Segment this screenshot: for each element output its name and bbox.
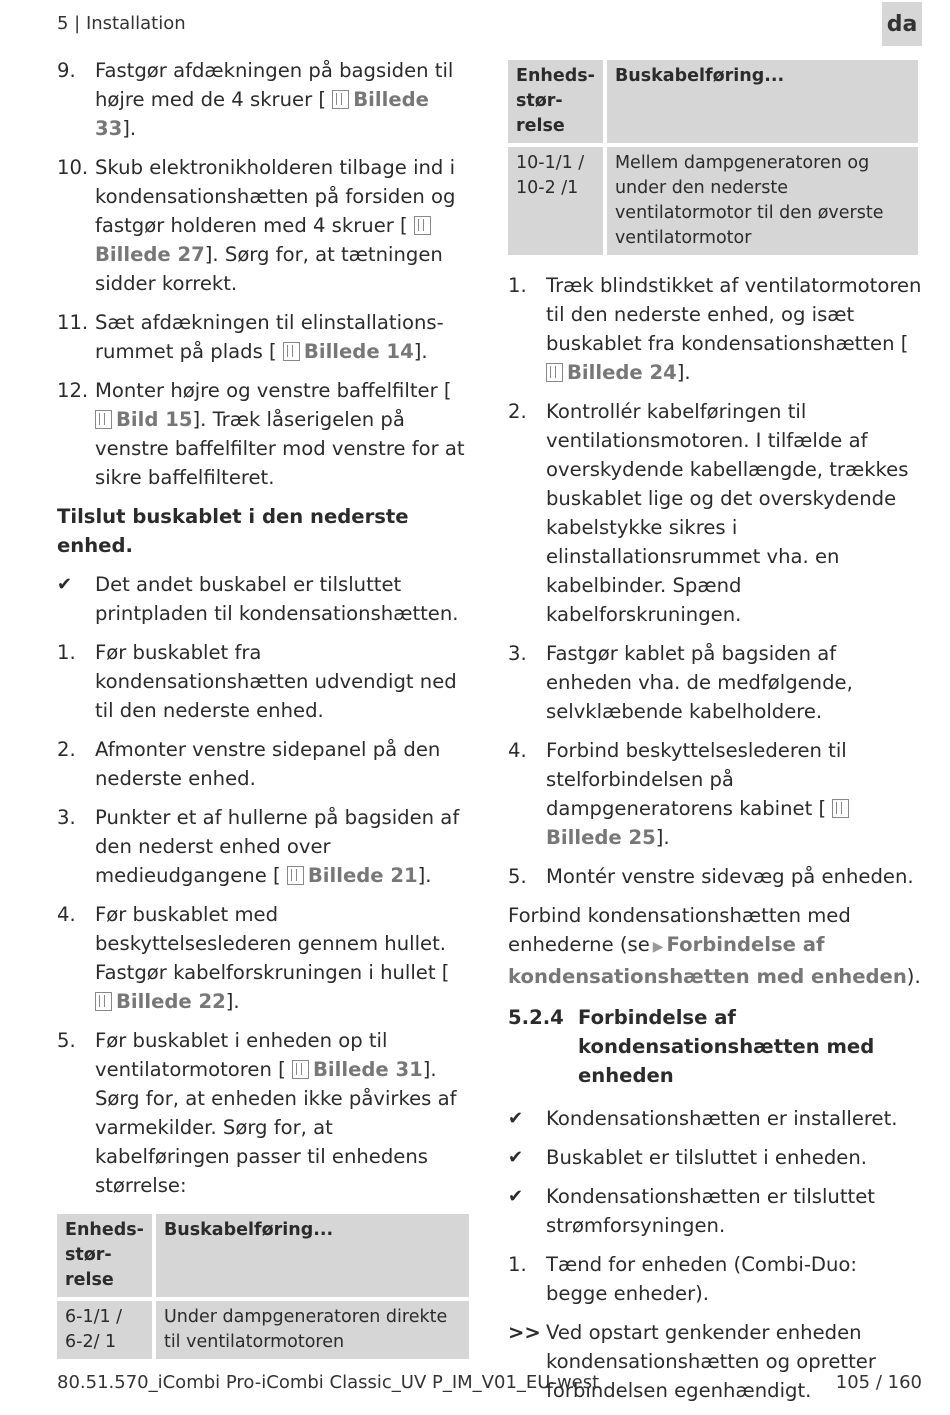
table-row: [57, 1301, 469, 1359]
checkmark-icon: ✔: [508, 1108, 524, 1129]
step-number: 1.: [508, 1253, 527, 1276]
prerequisite-text: Kondensationshætten er installeret.: [546, 1107, 898, 1130]
figure-icon: [283, 342, 300, 361]
step-text-part: Afmonter venstre sidepanel på den nederste enhed.: [95, 738, 441, 790]
step-text: [546, 862, 922, 891]
step-text-part: ].: [225, 990, 240, 1013]
step-text: [546, 397, 922, 629]
prerequisite-item: [508, 1182, 922, 1240]
step-text: [95, 900, 473, 1016]
step-item: [508, 736, 922, 852]
step-item: [57, 376, 473, 492]
step-text-part: ].: [676, 361, 691, 384]
result-marker: >>: [508, 1321, 541, 1344]
step-item: [508, 862, 922, 891]
step-number: 3.: [508, 642, 527, 665]
figure-reference[interactable]: Billede 33: [95, 88, 429, 140]
prerequisite-text: Buskablet er tilsluttet i enheden.: [546, 1146, 867, 1169]
figure-icon: [292, 1060, 309, 1079]
section-header: 5 | Installation: [57, 13, 186, 34]
checkmark-icon: ✔: [57, 574, 73, 595]
step-text: [95, 638, 473, 725]
step-text-part: Før buskablet fra kondensationshætten udvendigt ned til den nederste enhed.: [95, 641, 457, 722]
table-header-row: [57, 1214, 469, 1297]
checkmark-icon: ✔: [508, 1147, 524, 1168]
subsection-number: 5.2.4: [508, 1006, 564, 1029]
figure-icon: [832, 799, 849, 818]
step-text: [95, 56, 473, 143]
step-text-part: Fastgør afdækningen på bagsiden til højre med de 4 skruer [: [95, 59, 454, 111]
table-header-size: Enheds-stør-relse: [508, 60, 603, 143]
step-text-part: Træk blindstikket af ventilatormotoren til den nederste enhed, og isæt buskablet fra kondensationshætten [: [546, 274, 922, 355]
step-text-part: Punkter et af hullerne på bagsiden af den nederst enhed over medieudgangene [: [95, 806, 460, 887]
step-item: [57, 153, 473, 298]
step-text-part: Montér venstre sidevæg på enheden.: [546, 865, 914, 888]
step-list: [57, 56, 473, 492]
figure-reference[interactable]: Bild 15: [116, 408, 193, 431]
figure-reference[interactable]: Billede 14: [303, 340, 414, 363]
table-cell-size: 10-1/1 / 10-2 /1: [508, 147, 603, 255]
step-item: [57, 900, 473, 1016]
step-text-part: Før buskablet med beskyttelseslederen gennem hullet. Fastgør kabelforskruningen i hullet [: [95, 903, 450, 984]
figure-icon: [287, 866, 304, 885]
step-text: [95, 1026, 473, 1200]
step-number: 2.: [508, 400, 527, 423]
figure-reference[interactable]: Billede 24: [567, 361, 677, 384]
step-text-part: ].: [413, 340, 428, 363]
step-number: 4.: [57, 903, 76, 926]
step-item: [508, 639, 922, 726]
step-number: 1.: [508, 274, 527, 297]
step-list: [57, 638, 473, 1200]
step-number: 5.: [57, 1029, 76, 1052]
figure-icon: [414, 216, 431, 235]
step-text: [546, 271, 922, 387]
step-item: [57, 1026, 473, 1200]
table-cell-routing: Under dampgeneratoren direkte til ventilatormotoren: [156, 1301, 469, 1359]
figure-reference[interactable]: Billede 21: [307, 864, 418, 887]
subsection-title: Forbindelse af kondensationshætten med enheden: [578, 1006, 875, 1087]
link-arrow-icon: ▶: [652, 939, 664, 955]
step-item: [508, 397, 922, 629]
prerequisite-item: [508, 1143, 922, 1172]
prerequisite-list: [508, 1104, 922, 1240]
step-text-part: ]. Sørg for, at tætningen sidder korrekt.: [95, 243, 443, 295]
subsection-heading: [508, 1003, 922, 1090]
step-text-part: ]. Sørg for, at enheden ikke påvirkes af varmekilder. Sørg for, at kabelføringen passer til enhedens størrelse:: [95, 1058, 457, 1197]
checkmark-icon: ✔: [508, 1186, 524, 1207]
figure-icon: [95, 410, 112, 429]
step-number: 2.: [57, 738, 76, 761]
step-text: [95, 735, 473, 793]
figure-icon: [95, 992, 112, 1011]
left-column: [57, 56, 473, 1375]
figure-icon: [332, 90, 349, 109]
step-text: [95, 308, 473, 366]
step-text-part: Skub elektronikholderen tilbage ind i kondensationshætten på forsiden og fastgør holderen med 4 skruer [: [95, 156, 456, 237]
step-number: 9.: [57, 59, 76, 82]
step-number: 10.: [57, 156, 89, 179]
cross-reference-paragraph: [508, 901, 922, 991]
table-cell-size: 6-1/1 / 6-2/ 1: [57, 1301, 152, 1359]
table-cell-routing: Mellem dampgeneratoren og under den nederste ventilatormotor til den øverste ventilatormotor: [607, 147, 918, 255]
step-text-part: Sæt afdækningen til elinstallations-rummet på plads [: [95, 311, 444, 363]
table-header-size: Enheds-stør-relse: [57, 1214, 152, 1297]
prerequisite-item: [508, 1104, 922, 1133]
step-number: 5.: [508, 865, 527, 888]
table-header-routing: Buskabelføring...: [607, 60, 918, 143]
prerequisite-item: [57, 570, 473, 628]
step-number: 12.: [57, 379, 89, 402]
figure-reference[interactable]: Billede 25: [546, 826, 656, 849]
size-table: [53, 1210, 473, 1363]
step-number: 4.: [508, 739, 527, 762]
prerequisite-text: Kondensationshætten er tilsluttet strømforsyningen.: [546, 1185, 875, 1237]
language-badge: da: [882, 2, 922, 46]
figure-icon: [546, 363, 563, 382]
step-text-part: ].: [655, 826, 670, 849]
page-number: 105 / 160: [835, 1372, 922, 1393]
step-text: [95, 803, 473, 890]
step-text-part: ]. Træk låserigelen på venstre baffelfilter mod venstre for at sikre baffelfilteret.: [95, 408, 465, 489]
step-text: Tænd for enheden (Combi-Duo: begge enheder).: [546, 1253, 857, 1305]
step-item: [57, 803, 473, 890]
step-text-part: Før buskablet i enheden op til ventilatormotoren [: [95, 1029, 388, 1081]
table-header-row: [508, 60, 918, 143]
step-item: [57, 735, 473, 793]
step-text-part: Fastgør kablet på bagsiden af enheden vha. de medfølgende, selvklæbende kabelholdere.: [546, 642, 853, 723]
section-heading: Tilslut buskablet i den nederste enhed.: [57, 505, 409, 557]
document-id: 80.51.570_iCombi Pro-iCombi Classic_UV P_IM_V01_EU-west: [57, 1372, 600, 1393]
figure-reference[interactable]: Billede 31: [312, 1058, 423, 1081]
step-text-part: Forbind beskyttelseslederen til stelforbindelsen på dampgeneratorens kabinet [: [546, 739, 847, 820]
step-text-part: ].: [417, 864, 432, 887]
result-text: Ved opstart genkender enheden kondensationshætten og opretter forbindelsen egenhændigt.: [546, 1321, 876, 1402]
step-item: [57, 56, 473, 143]
step-item: [57, 308, 473, 366]
step-text-part: ].: [122, 117, 137, 140]
paragraph-text-end: ).: [906, 965, 921, 988]
step-item: [508, 1250, 922, 1308]
step-text: [546, 639, 922, 726]
step-number: 3.: [57, 806, 76, 829]
step-text: [95, 376, 473, 492]
step-text: [546, 736, 922, 852]
right-column: [508, 56, 922, 1415]
step-text: [95, 153, 473, 298]
figure-reference[interactable]: Billede 22: [116, 990, 226, 1013]
step-item: [57, 638, 473, 725]
step-number: 1.: [57, 641, 76, 664]
figure-reference[interactable]: Billede 27: [95, 243, 205, 266]
step-number: 11.: [57, 311, 89, 334]
cross-reference-link[interactable]: Forbindelse af kondensationshætten med enheden: [508, 933, 907, 988]
step-text-part: Kontrollér kabelføringen til ventilationsmotoren. I tilfælde af overskydende kabellængde, trækkes buskablet lige og det overskydende kabelstykke sikres i elinstallationsrummet vha. en kabelbinder. Spænd kabelforskruningen.: [546, 400, 909, 626]
size-table: [504, 56, 922, 259]
paragraph-text: Forbind kondensationshætten med enhederne (se: [508, 904, 851, 956]
step-item: [508, 271, 922, 387]
step-list: [508, 271, 922, 891]
table-header-routing: Buskabelføring...: [156, 1214, 469, 1297]
prerequisite-text: Det andet buskabel er tilsluttet printpladen til kondensationshætten.: [95, 573, 459, 625]
table-row: [508, 147, 918, 255]
step-text-part: Monter højre og venstre baffelfilter [: [95, 379, 452, 402]
